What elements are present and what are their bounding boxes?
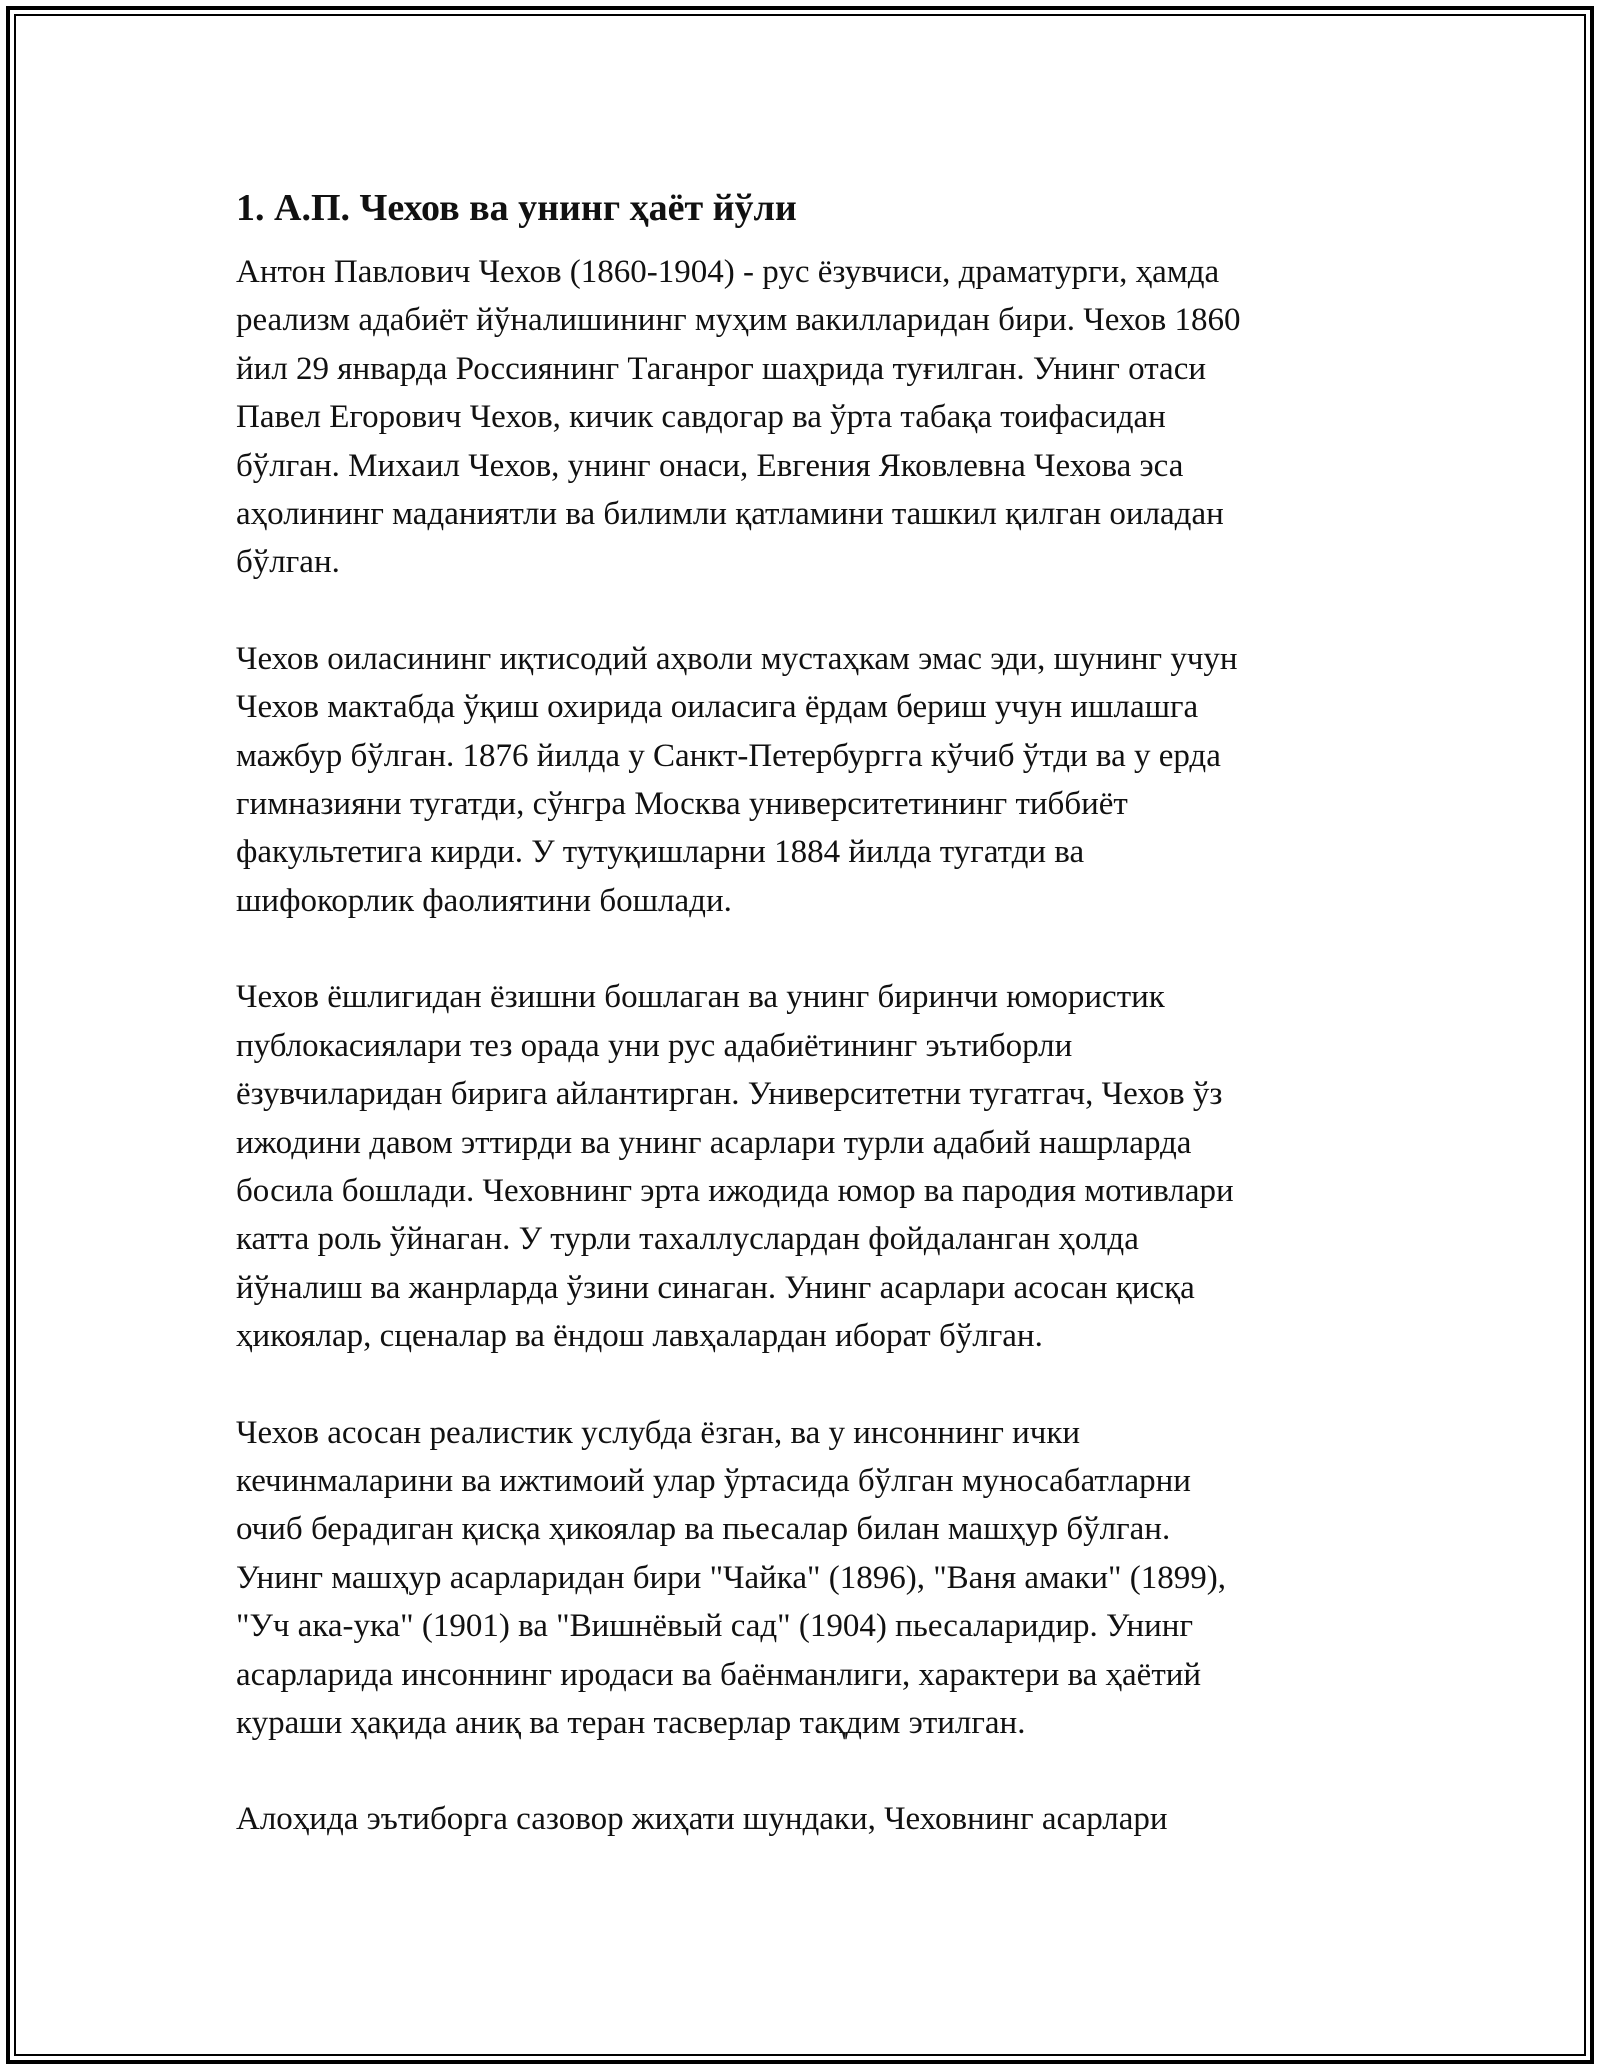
paragraph-2 — [236, 635, 1376, 925]
text-line: Чехов ёшлигидан ёзишни бошлаган ва унинг биринчи юмористик — [236, 979, 1165, 1016]
text-line: йўналиш ва жанрларда ўзини синаган. Унинг асарлари асосан қисқа — [236, 1269, 1195, 1306]
text-line: бўлган. Михаил Чехов, унинг онаси, Евгения Яковлевна Чехова эса — [236, 447, 1184, 484]
text-line: ҳикоялар, сценалар ва ёндош лавҳалардан иборат бўлган. — [236, 1318, 1043, 1355]
text-line: кечинмаларини ва ижтимоий улар ўртасида бўлган муносабатларни — [236, 1462, 1191, 1499]
text-line: ижодини давом эттирди ва унинг асарлари турли адабий нашрларда — [236, 1124, 1192, 1161]
text-line: аҳолининг маданиятли ва билимли қатламини ташкил қилган оиладан — [236, 496, 1224, 533]
text-line: очиб берадиган қисқа ҳикоялар ва пьесалар билан машҳур бўлган. — [236, 1511, 1171, 1548]
paragraph-4 — [236, 1409, 1376, 1748]
text-line: шифокорлик фаолиятини бошлади. — [236, 882, 732, 919]
text-line: Чехов оиласининг иқтисодий аҳволи мустаҳкам эмас эди, шунинг учун — [236, 640, 1238, 677]
section-heading: 1. А.П. Чехов ва унинг ҳаёт йўли — [236, 187, 797, 229]
paragraph-3 — [236, 973, 1376, 1360]
document-body — [236, 184, 1376, 1844]
text-line: Алоҳида эътиборга сазовор жиҳати шундаки, Чеховнинг асарлари — [236, 1801, 1168, 1838]
paragraph-5 — [236, 1795, 1376, 1843]
text-line: "Уч ака-ука" (1901) ва "Вишнёвый сад" (1904) пьесаларидир. Унинг — [236, 1608, 1193, 1645]
text-line: Чехов мактабда ўқиш охирида оиласига ёрдам бериш учун ишлашга — [236, 689, 1199, 726]
text-line: кураши ҳақида аниқ ва теран тасверлар тақдим этилган. — [236, 1704, 1026, 1741]
text-line: Антон Павлович Чехов (1860-1904) - рус ёзувчиси, драматурги, ҳамда — [236, 254, 1220, 290]
text-line: публокасиялари тез орада уни рус адабиётининг эътиборли — [236, 1027, 1073, 1064]
text-line: Унинг машҳур асарларидан бири "Чайка" (1896), "Ваня амаки" (1899), — [236, 1559, 1226, 1596]
text-line: Чехов асосан реалистик услубда ёзган, ва у инсоннинг ички — [236, 1414, 1081, 1451]
text-line: катта роль ўйнаган. У турли тахаллуслардан фойдаланган ҳолда — [236, 1221, 1139, 1258]
text-line: факультетига кирди. У тутуқишларни 1884 йилда тугатди ва — [236, 834, 1085, 871]
text-line: Павел Егорович Чехов, кичик савдогар ва ўрта табақа тоифасидан — [236, 399, 1166, 436]
text-line: бўлган. — [236, 544, 340, 581]
text-line: йил 29 январда Россиянинг Таганрог шаҳрида туғилган. Унинг отаси — [236, 350, 1207, 387]
text-line: гимназияни тугатди, сўнгра Москва университетининг тиббиёт — [236, 786, 1128, 823]
text-line: ёзувчиларидан бирига айлантирган. Университетни тугатгач, Чехов ўз — [236, 1076, 1223, 1113]
text-line: реализм адабиёт йўналишининг муҳим вакилларидан бири. Чехов 1860 — [236, 302, 1241, 339]
paragraph-1 — [236, 248, 1376, 587]
text-line: босила бошлади. Чеховнинг эрта ижодида юмор ва пародия мотивлари — [236, 1172, 1234, 1209]
text-line: асарларида инсоннинг иродаси ва баёнманлиги, характери ва ҳаётий — [236, 1656, 1202, 1693]
text-line: мажбур бўлган. 1876 йилда у Санкт-Петербургга кўчиб ўтди ва у ерда — [236, 737, 1221, 774]
